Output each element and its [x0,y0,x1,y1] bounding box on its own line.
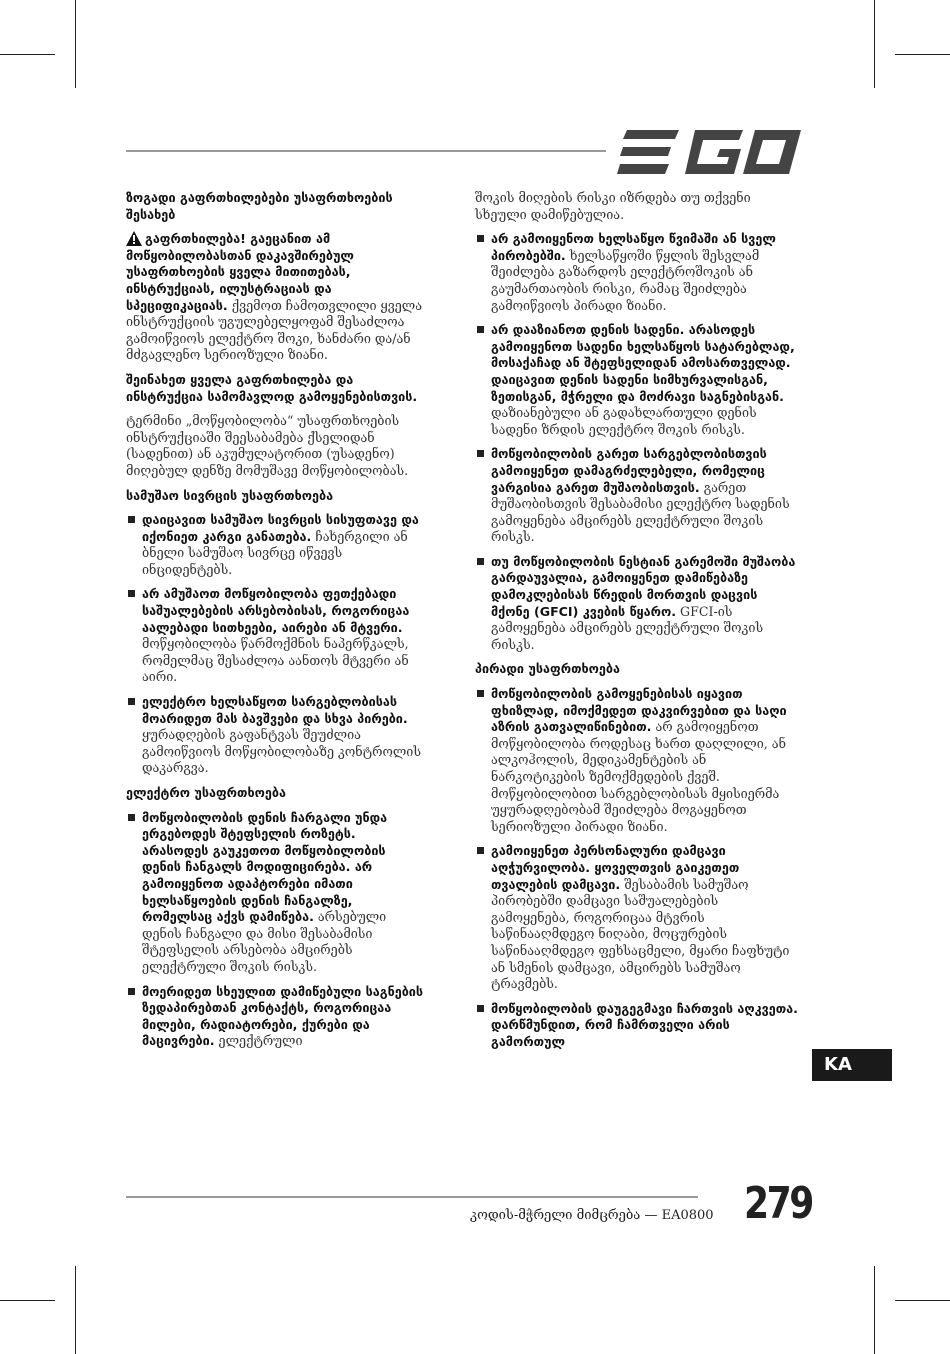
bullet-icon [477,847,484,854]
header-rule [126,150,606,152]
footer-product-line: კოდის-მჭრელი მიმცრება — EA0800 [470,1208,714,1223]
bullet-icon [477,326,484,333]
crop-mark [874,0,875,88]
list-item: ელექტრო ხელსაწყოთ სარგებლობისას მოარიდეთ მას ბავშვები და სხვა პირები. ყურადღების გაფანტვას შეუძლია გამოიწვიოს მოწყობილობაზე კონტროლის დაკარგვა. [126,694,426,777]
ego-logo [617,128,801,176]
personal-safety-list [475,686,800,1050]
electric-safety-heading: ელექტრო უსაფრთხოება [126,785,286,800]
right-column [475,190,800,1059]
crop-mark [895,1300,950,1301]
language-tab: KA [812,1049,892,1081]
footer-rule [126,1196,698,1198]
bullet-icon [477,1005,484,1012]
term-paragraph: ტერმინი „მოწყობილობა“ უსაფრთხოების ინსტრუქციაში შეესაბამება ქსელიდან (სადენით) ან აკუმულატორით (უსადენო) მიღებულ დენზე მომუშავე მოწყობილობას. [126,413,409,478]
electric-safety-list-continued [475,231,800,653]
list-item: არ ამუშაოთ მოწყობილობა ფეთქებადი საშუალებების არსებობისას, როგორიცაა აალებადი სითხეები, აირები ან მტვერი. მოწყობილობა წარმოქმნის ნაპერწკალს, რომელმაც შესაძლოა აანთოს მტვერი ან აირი. [126,586,426,686]
bullet-icon [477,235,484,242]
bullet-icon [477,558,484,565]
warning-icon [126,231,142,246]
general-warnings-title: ზოგადი გაფრთხილებები უსაფრთხოების შესახებ [126,190,393,222]
bullet-icon [128,988,135,995]
left-column [126,190,426,1058]
list-item: არ დააზიანოთ დენის სადენი. არასოდეს გამოიყენოთ სადენი ხელსაწყოს სატარებლად, მოსაქაჩად ან შტეფსელიდან ამოსართველად. დაიცავით დენის სადენი სიმხურვალისგან, ზეთისგან, მჭრელი და მოძრავი საგნებისგან. დაზიანებული ან გადახლართული დენის სადენი ზრდის ელექტრო შოკის რისკს. [475,322,800,438]
list-item: არ გამოიყენოთ ხელსაწყო წვიმაში ან სველ პირობებში. ხელსაწყოში წყლის შესვლამ შეიძლება გაზარდოს ელექტროშოკის ან გაუმართაობის რისკი, რამაც შეიძლება გამოიწვიოს პირადი ზიანი. [475,231,800,314]
list-item: მოწყობილობის დაუგეგმავი ჩართვის აღკვეთა. დარწმუნდით, რომ ჩამრთველი არის გამორთულ [475,1001,800,1051]
list-item: მოწყობილობის გამოყენებისას იყავით ფხიზლად, იმოქმედეთ დაკვირვებით და საღი აზრის გათვალიწინებით. არ გამოიყენოთ მოწყობილობა როდესაც ხართ დაღლილი, ან ალკოჰოლის, მედიკამენტების ან ნარკოტიკების ზემოქმედების ქვეშ. მოწყობილობით სარგებლობისას მყისიერმა უყურადღებობამ შეიძლება მოგაყენოთ სერიოზული პირადი ზიანი. [475,686,800,835]
bullet-icon [477,690,484,697]
warning-text: ქვემოთ ჩამოთვლილი ყველა ინსტრუქციის უგულებელყოფამ შესაძლოა გამოიწვიოს ელექტრო შოკი, ხანძარი და/ან მძგავლენო სერიოზული ზიანი. [126,297,423,363]
crop-mark [75,0,76,88]
bullet-icon [477,450,484,457]
list-item: მოწყობილობის გარეთ სარგებლობისთვის გამოიყენეთ დამაგრძელებელი, რომელიც ვარგისია გარეთ მუშაობისთვის. გარეთ მუშაობისთვის შესაბამისი ელექტრო სადენის გამოყენება ამცირებს ელექტრული შოკის რისკს. [475,446,800,546]
crop-mark [0,1300,55,1301]
list-item: თუ მოწყობილობის ნესტიან გარემოში მუშაობა გარდაუვალია, გამოიყენეთ დამიწებაზე დამოკლებისას წრედის მორთვის დაცვის მქონე (GFCI) კვების წყარო. GFCI-ის გამოყენება ამცირებს ელექტრული შოკის რისკს. [475,554,800,654]
crop-mark [895,54,950,55]
electric-safety-list [126,810,426,1050]
bullet-icon [128,516,135,523]
crop-mark [874,1266,875,1354]
list-item: გამოიყენეთ პერსონალური დამცავი აღჭურვილობა. ყოველთვის გაიკეთეთ თვალების დამცავი. შესაბამის სამუშაო პირობებში დამცავი საშუალებების გამოყენება, როგორიცაა მტვრის საწინააღმდეგო ნიღაბი, მოცურების საწინააღმდეგო ფეხსაცმელი, მყარი ჩაფხუტი ან სმენის დამცავი, ამცირებს სამუშაო ტრავმებს. [475,843,800,992]
bullet-icon [128,814,135,821]
warning-paragraph [126,231,426,364]
crop-mark [75,1266,76,1354]
list-item: მოწყობილობის დენის ჩარგალი უნდა ერგებოდეს შტეფსელის როზეტს. არასოდეს გაუკეთოთ მოწყობილობის დენის ჩანგალს მოდიფიცირება. არ გამოიყენოთ ადაპტორები იმათი ხელსაწყოების დენის ჩანგალზე, რომელსაც აქვს დამიწება. არსებული დენის ჩანგალი და მისი შესაბამისი შტეფსელის არსებობა ამცირებს ელექტრული შოკის რისკს. [126,810,426,976]
list-item: დაიცავით სამუშაო სივრცის სისუფთავე და იქონიეთ კარგი განათება. ჩახერგილი ან ბნელი სამუშაო სივრცე იწვევს ინციდენტებს. [126,512,426,578]
personal-safety-heading: პირადი უსაფრთხოება [475,661,620,677]
crop-mark [0,54,55,55]
work-area-heading: სამუშაო სივრცის უსაფრთხოება [126,487,334,503]
list-item: მოერიდეთ სხეულით დამიწებული საგნების ზედაპირებთან კონტაქტს, როგორიცაა მილები, რადიატორები, ქურები და მაცივრები. ელექტრული [126,984,426,1050]
bullet-icon [128,698,135,705]
save-instructions-heading: შეინახეთ ყველა გაფრთხილება და ინსტრუქცია სამომავლოდ გამოყენებისთვის. [126,371,418,404]
bullet-icon [128,590,135,597]
warning-bold: გაფრთხილება! გაეცანით ამ მოწყობილობასთან დაკავშირებულ უსაფრთხოების ყველა მითითებას, ინსტრუქციას, ილუსტრაციას და სპეციფიკაციას. [126,231,354,313]
continued-text: შოკის მიღების რისკი იზრდება თუ თქვენი სხეული დამიწებულია. [475,190,751,222]
page-number: 279 [744,1178,812,1229]
work-area-list [126,512,426,777]
